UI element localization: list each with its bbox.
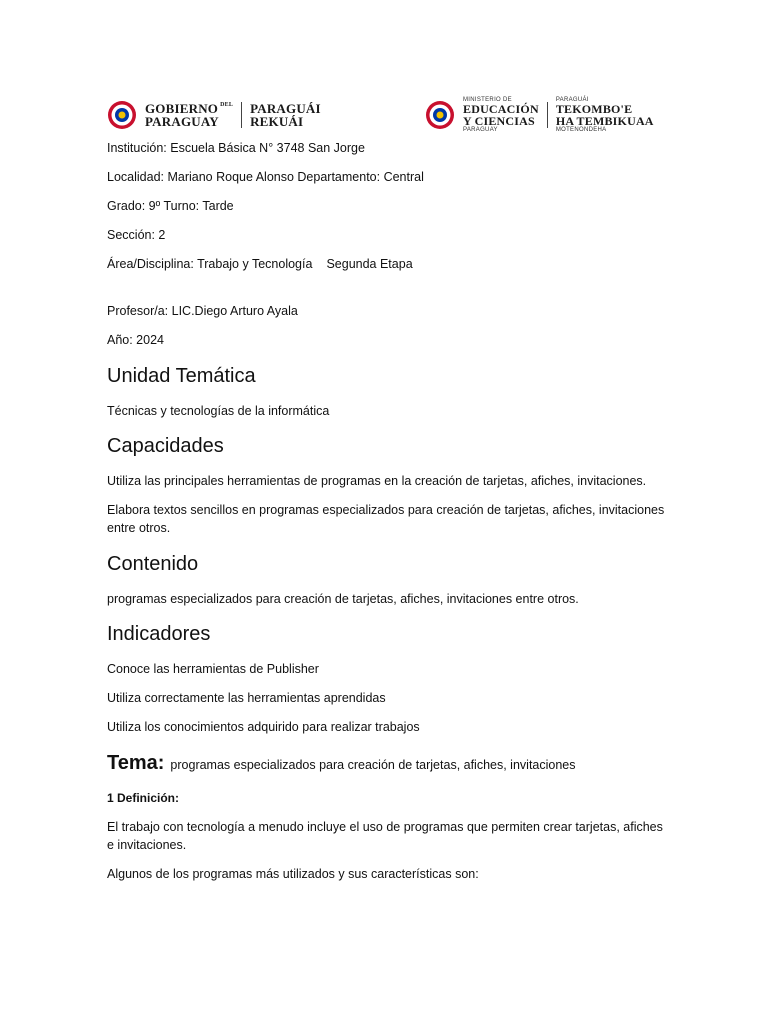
gobierno-paraguay-logo (107, 92, 407, 138)
logo-del-text: DEL (220, 102, 234, 108)
national-seal-icon (107, 100, 137, 130)
indicador-item: Conoce las herramientas de Publisher (107, 662, 319, 676)
capacidades-heading: Capacidades (107, 435, 224, 457)
logo-motenondeha-text: MOTENONDEHA (555, 127, 607, 133)
ministry-seal-icon (425, 100, 455, 130)
logo-gobierno-text: GOBIERNO (145, 101, 219, 116)
contenido-text: programas especializados para creación de tarjetas, afiches, invitaciones entre otros. (107, 592, 579, 606)
institucion-line: Institución: Escuela Básica N° 3748 San Jorge (107, 141, 365, 155)
seccion-line: Sección: 2 (107, 228, 166, 242)
localidad-line: Localidad: Mariano Roque Alonso Departamento: Central (107, 170, 424, 184)
contenido-heading: Contenido (107, 553, 199, 575)
indicador-item: Utiliza correctamente las herramientas aprendidas (107, 691, 386, 705)
unidad-text: Técnicas y tecnologías de la informática (107, 404, 330, 418)
definicion-paragraph: Algunos de los programas más utilizados y sus características son: (107, 867, 479, 881)
definicion-paragraph: El trabajo con tecnología a menudo incluye el uso de programas que permiten crear tarjetas, afiches e invitaciones. (107, 820, 663, 852)
indicadores-heading: Indicadores (107, 623, 211, 645)
logo-divider-right (547, 102, 548, 128)
logo-ministerio-text: MINISTERIO DE (463, 97, 512, 103)
ministerio-educacion-logo (425, 92, 670, 138)
profesor-line: Profesor/a: LIC.Diego Arturo Ayala (107, 304, 298, 318)
logo-tekomboe-text: TEKOMBO'E (555, 102, 633, 116)
logo-paraguay-text: PARAGUAY (145, 114, 219, 129)
tema-line (107, 752, 576, 775)
logo-rekuai-text: REKUÁI (250, 114, 304, 129)
etapa-text: Segunda Etapa (326, 257, 413, 271)
logo-paraguai-small-text: PARAGUÁI (555, 97, 589, 103)
logo-paraguay-small-text: PARAGUAY (463, 127, 498, 133)
capacidad-item: Utiliza las principales herramientas de programas en la creación de tarjetas, afiches, invitaciones. (107, 474, 647, 488)
unidad-heading: Unidad Temática (107, 365, 256, 387)
anio-line: Año: 2024 (107, 333, 164, 347)
definicion-heading: 1 Definición: (107, 791, 180, 805)
logo-paraguai-text: PARAGUÁI (250, 101, 321, 116)
indicador-item: Utiliza los conocimientos adquirido para realizar trabajos (107, 720, 420, 734)
header-logos (107, 92, 667, 138)
logo-divider (241, 102, 242, 128)
area-text: Área/Disciplina: Trabajo y Tecnología (107, 257, 313, 271)
logo-tembikuaa-text: HA TEMBIKUAA (555, 114, 654, 128)
tema-label: Tema: (107, 752, 165, 774)
tema-text: programas especializados para creación de tarjetas, afiches, invitaciones (170, 758, 576, 772)
logo-educacion-text: EDUCACIÓN (463, 102, 539, 116)
grado-line: Grado: 9º Turno: Tarde (107, 199, 234, 213)
capacidad-item: Elabora textos sencillos en programas especializados para creación de tarjetas, afiches, invitaciones entre otros. (107, 503, 665, 535)
area-line (107, 255, 413, 273)
logo-ciencias-text: Y CIENCIAS (463, 114, 535, 128)
